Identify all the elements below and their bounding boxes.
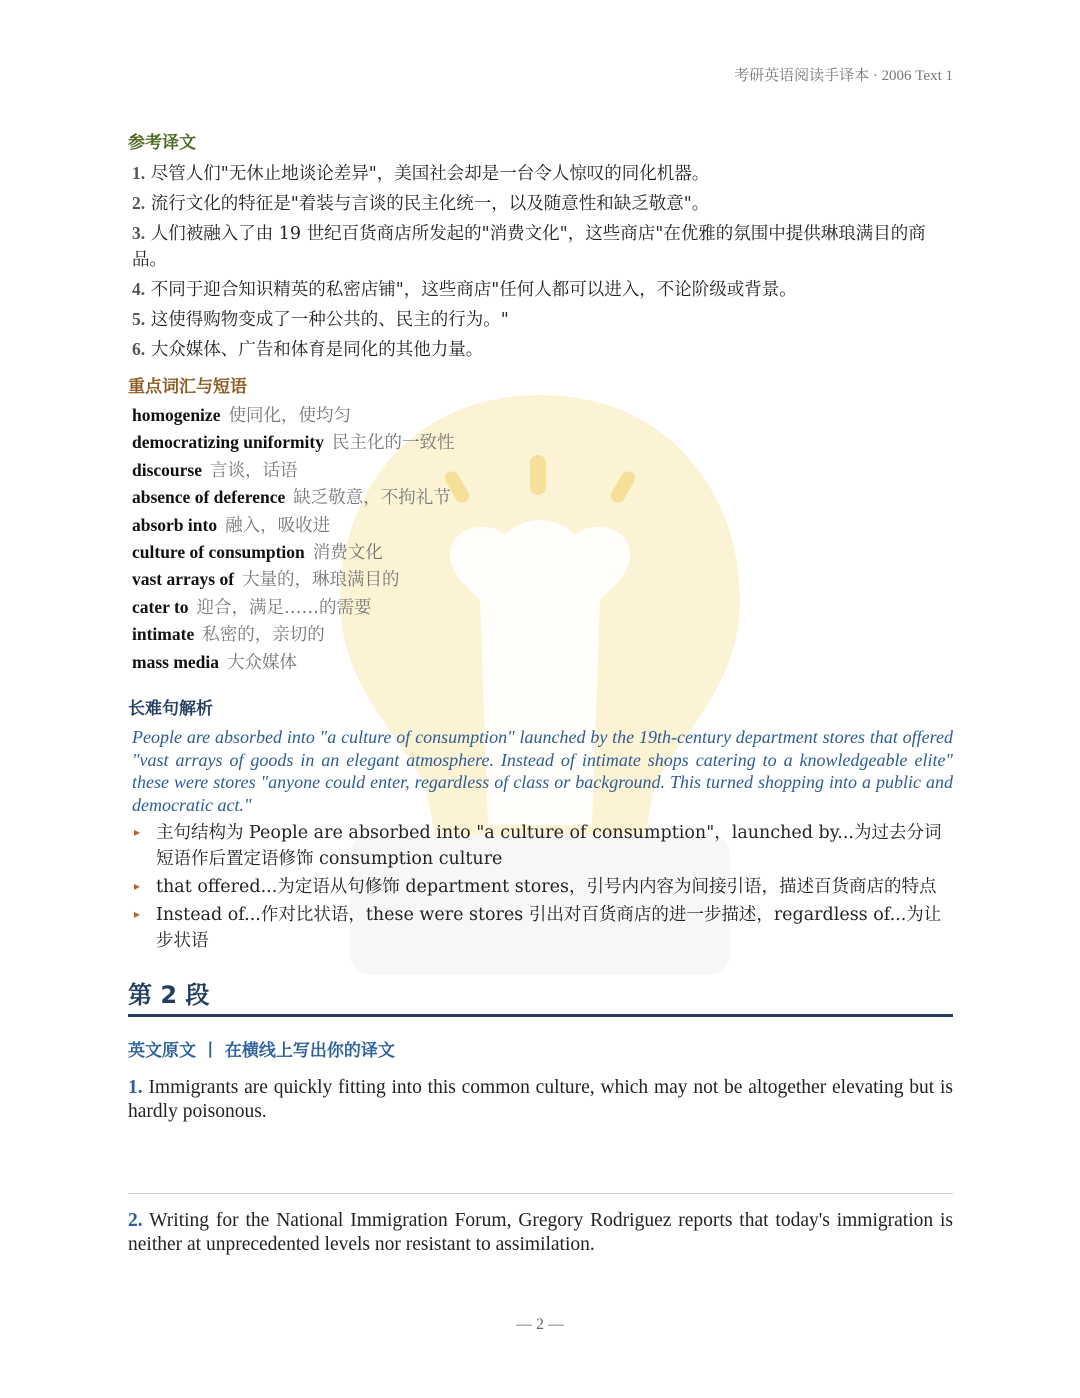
analysis-list (132, 820, 953, 956)
translation-item: 6. 大众媒体、广告和体育是同化的其他力量。 (132, 339, 484, 360)
vocab-item: intimate 私密的，亲切的 (132, 624, 325, 646)
triangle-bullet-icon: ▸ (134, 879, 141, 893)
translation-item: 2. 流行文化的特征是"着装与言谈的民主化统一，以及随意性和缺乏敬意"。 (132, 193, 710, 214)
translation-item: 3. 人们被融入了由 19 世纪百货商店所发起的"消费文化"，这些商店"在优雅的氛围中提供琳琅满目的商品。 (132, 223, 926, 270)
vocab-item: vast arrays of 大量的，琳琅满目的 (132, 569, 400, 591)
translation-section-title: 参考译文 (128, 133, 196, 153)
analysis-sentence: People are absorbed into "a culture of consumption" launched by the 19th-century department stores that offered "vast arrays of goods in an elegant atmosphere. Instead of intimate shops catering to a knowledgeable elite" these were stores "anyone could enter, regardless of class or background. This turned shopping into a public and democratic act." (132, 727, 953, 815)
analysis-section-title: 长难句解析 (128, 699, 213, 719)
vocab-item: mass media 大众媒体 (132, 651, 298, 673)
original-sentence: 1. Immigrants are quickly fitting into this common culture, which may not be altogether elevating but is hardly poisonous. (128, 1077, 954, 1122)
translation-item: 4. 不同于迎合知识精英的私密店铺"，这些商店"任何人都可以进入，不论阶级或背景。 (132, 279, 797, 300)
analysis-point: ▸ 主句结构为 People are absorbed into "a culture of consumption"，launched by...为过去分词短语作后置定语修饰 consumption culture (132, 820, 953, 872)
vocab-item: absorb into 融入，吸收进 (132, 514, 331, 536)
translation-item: 5. 这使得购物变成了一种公共的、民主的行为。" (132, 309, 509, 330)
analysis-point: ▸ Instead of...作对比状语，these were stores 引出对百货商店的进一步描述，regardless of...为让步状语 (132, 902, 953, 954)
paragraph-title: 第 2 段 (128, 981, 210, 1009)
analysis-point: ▸ that offered...为定语从句修饰 department stores，引号内内容为间接引语，描述百货商店的特点 (132, 874, 953, 900)
paragraph-divider (128, 1014, 953, 1017)
triangle-bullet-icon: ▸ (134, 907, 141, 921)
page-number: — 2 — (516, 1316, 564, 1333)
original-sentence: 2. Writing for the National Immigration Forum, Gregory Rodriguez reports that today's immigration is neither at unprecedented levels nor resistant to assimilation. (128, 1210, 953, 1255)
vocab-item: democratizing uniformity 民主化的一致性 (132, 432, 455, 454)
vocab-item: absence of deference 缺乏敬意，不拘礼节 (132, 487, 451, 509)
vocab-item: homogenize 使同化，使均匀 (132, 405, 351, 426)
triangle-bullet-icon: ▸ (134, 825, 141, 839)
original-section-title: 英文原文 丨 在横线上写出你的译文 (128, 1041, 395, 1061)
translation-list (132, 160, 953, 366)
vocab-list (132, 402, 454, 676)
vocab-item: culture of consumption 消费文化 (132, 541, 383, 563)
vocab-item: discourse 言谈，话语 (132, 459, 298, 481)
vocab-item: cater to 迎合，满足……的需要 (132, 596, 372, 618)
translation-item: 1. 尽管人们"无休止地谈论差异"，美国社会却是一台令人惊叹的同化机器。 (132, 163, 710, 184)
running-header: 考研英语阅读手译本 · 2006 Text 1 (734, 68, 953, 84)
translation-write-line[interactable] (128, 1193, 953, 1194)
vocab-section-title: 重点词汇与短语 (128, 377, 247, 397)
